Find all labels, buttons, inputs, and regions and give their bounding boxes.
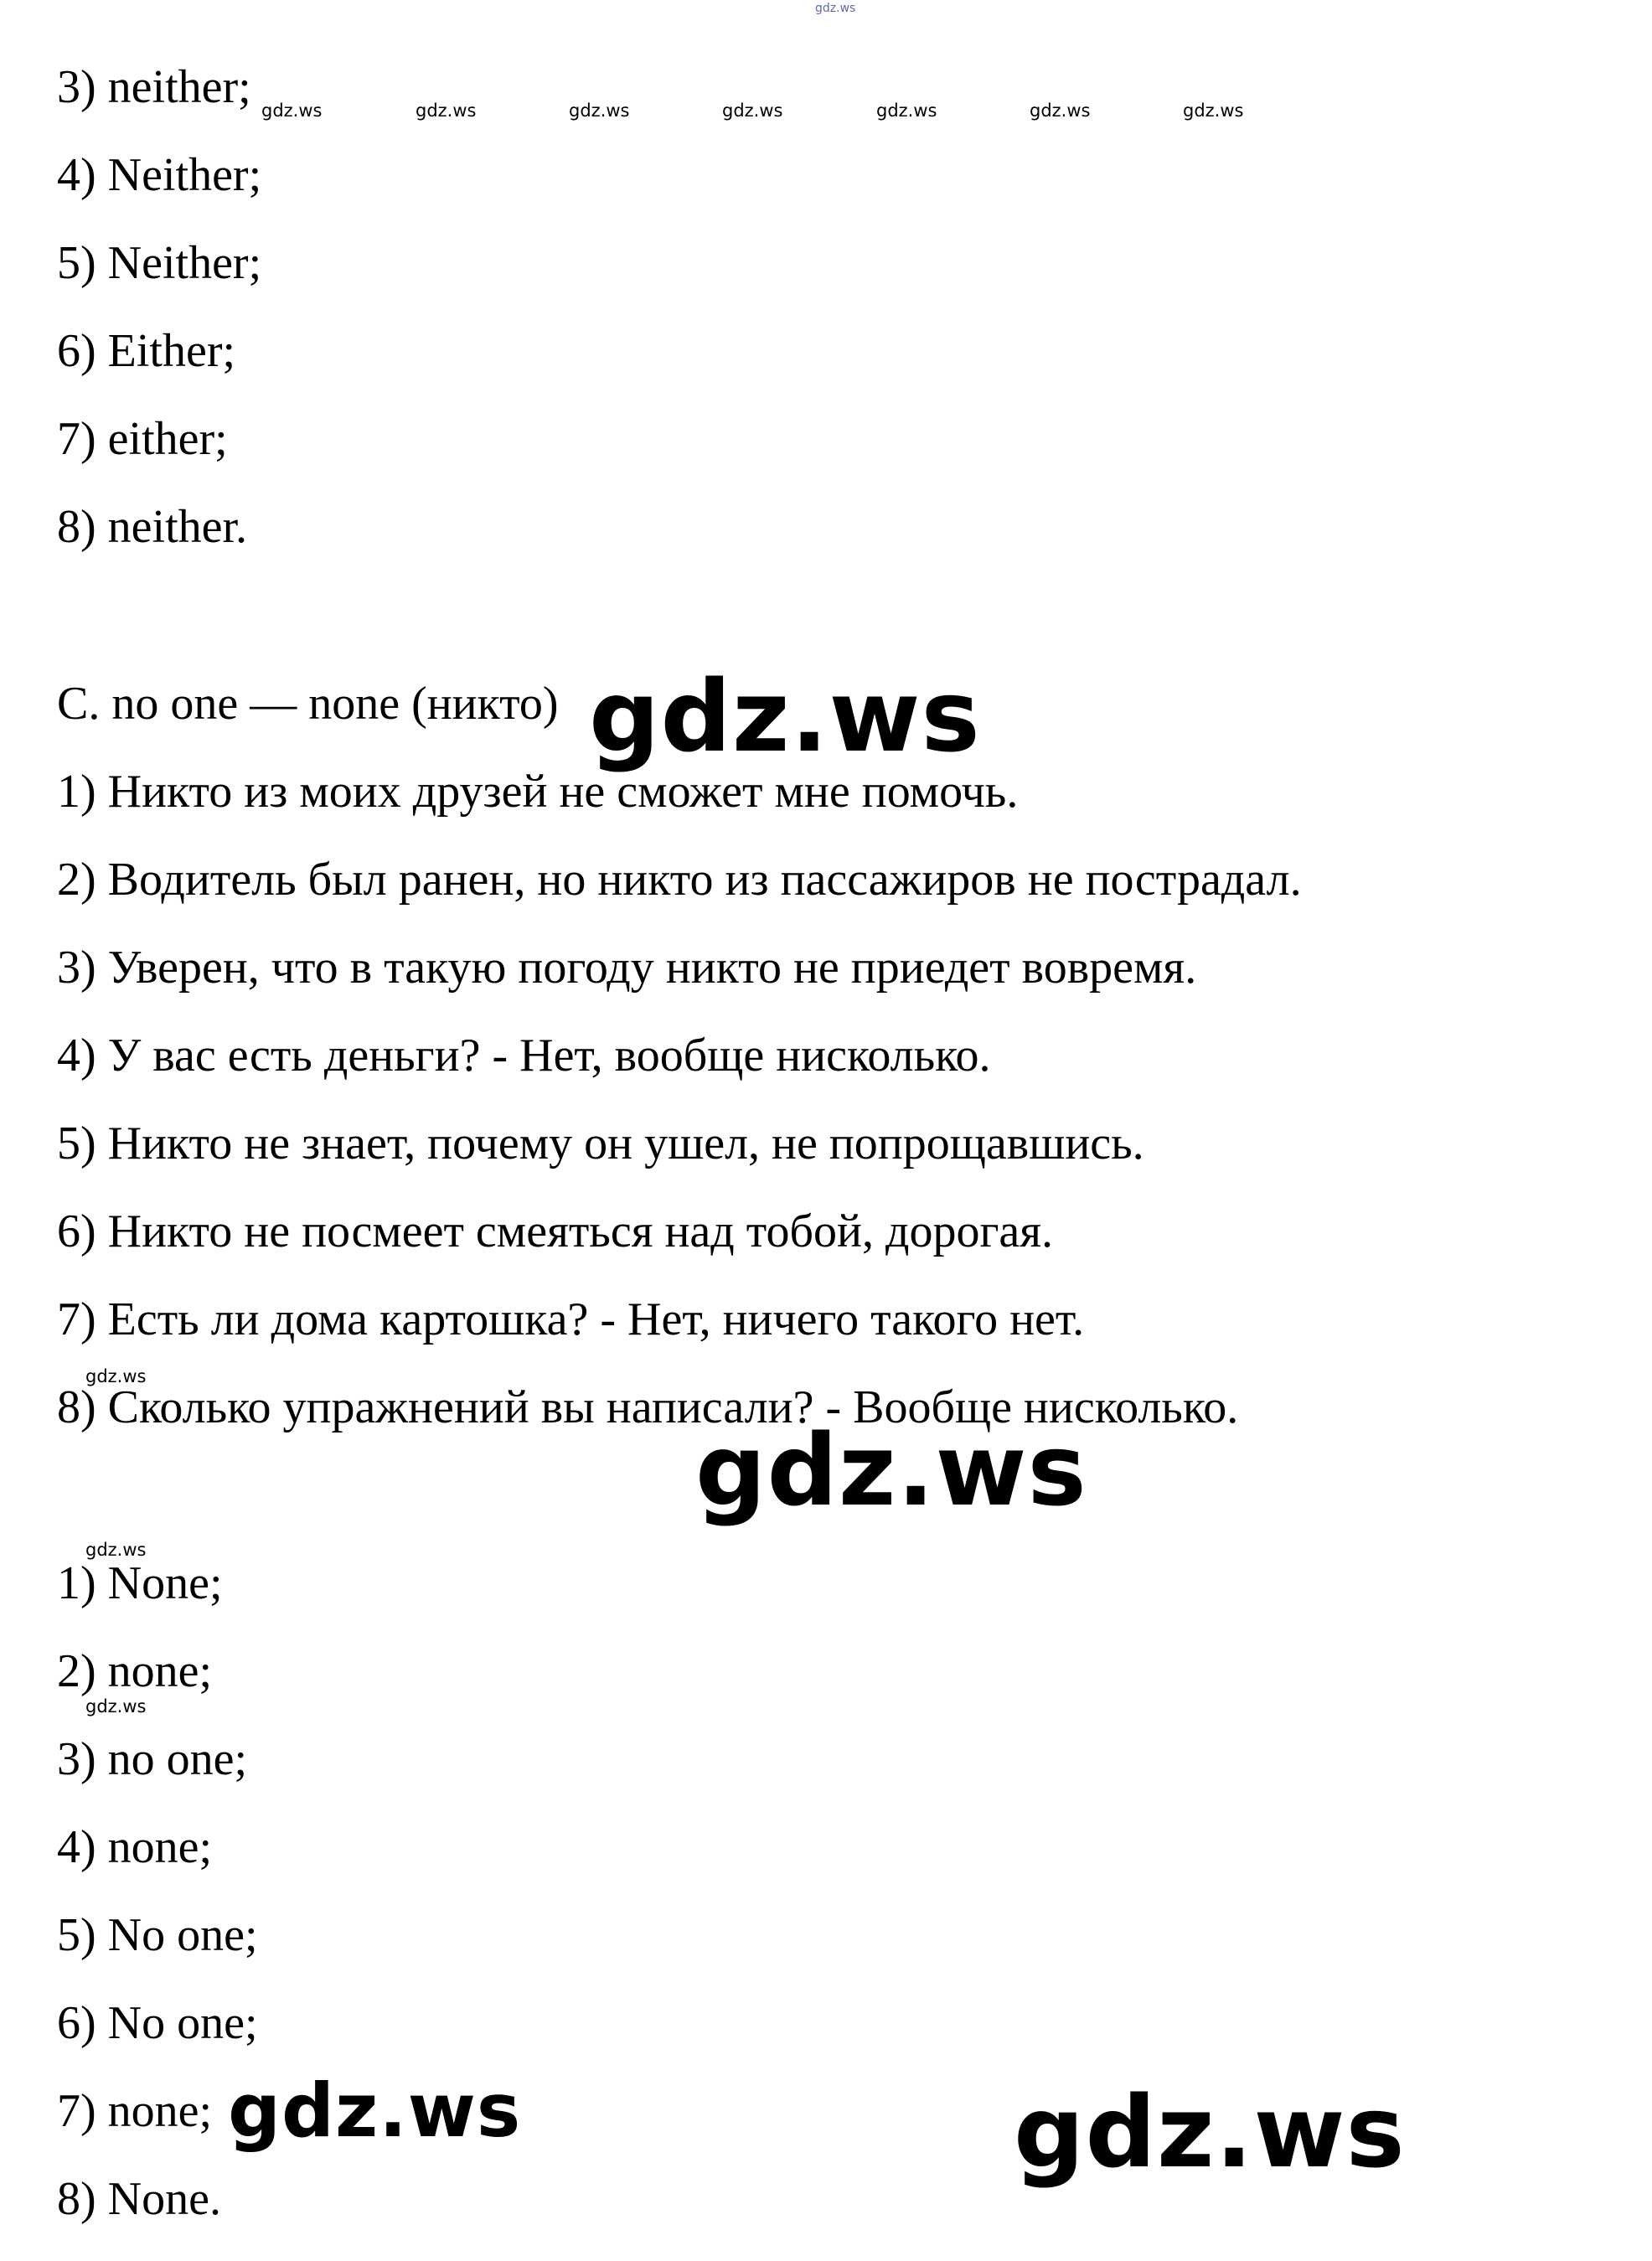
translation-2: 2) Водитель был ранен, но никто из пассажиров не пострадал. — [57, 854, 1302, 906]
watermark-row-4: gdz.ws — [722, 101, 783, 121]
answer-b-7: 7) either; — [57, 413, 228, 465]
watermark-inline-1: gdz.ws — [85, 1366, 147, 1386]
translation-6: 6) Никто не посмеет смеяться над тобой, дорогая. — [57, 1205, 1054, 1257]
answer-b-4: 4) Neither; — [57, 149, 262, 201]
answer-b-8: 8) neither. — [57, 501, 248, 553]
section-c-heading: C. no one — none (никто) — [57, 678, 559, 730]
translation-5: 5) Никто не знает, почему он ушел, не попрощавшись. — [57, 1118, 1144, 1169]
watermark-big-3: gdz.ws — [228, 2067, 522, 2154]
answer-b-5: 5) Neither; — [57, 237, 262, 289]
answer-c-4: 4) none; — [57, 1821, 213, 1873]
watermark-row-5: gdz.ws — [876, 101, 937, 121]
answer-c-8: 8) None. — [57, 2173, 221, 2225]
watermark-row-7: gdz.ws — [1183, 101, 1244, 121]
answer-c-2: 2) none; — [57, 1645, 213, 1697]
watermark-row-6: gdz.ws — [1030, 101, 1091, 121]
answer-c-7: 7) none; — [57, 2085, 213, 2137]
watermark-row-3: gdz.ws — [569, 101, 630, 121]
translation-8: 8) Сколько упражнений вы написали? - Вообще нисколько. — [57, 1381, 1239, 1433]
translation-1: 1) Никто из моих друзей не сможет мне помочь. — [57, 766, 1019, 818]
watermark-inline-3: gdz.ws — [85, 1696, 147, 1716]
watermark-row-2: gdz.ws — [416, 101, 477, 121]
watermark-inline-2: gdz.ws — [85, 1540, 147, 1560]
answer-b-3: 3) neither; — [57, 61, 251, 113]
translation-7: 7) Есть ли дома картошка? - Нет, ничего такого нет. — [57, 1293, 1085, 1345]
answer-c-1: 1) None; — [57, 1557, 223, 1609]
watermark-row-1: gdz.ws — [261, 101, 323, 121]
watermark-big-2: gdz.ws — [695, 1412, 1087, 1528]
answer-c-3: 3) no one; — [57, 1733, 248, 1785]
answer-b-6: 6) Either; — [57, 325, 236, 377]
answer-c-6: 6) No one; — [57, 1997, 258, 2049]
translation-3: 3) Уверен, что в такую погоду никто не приедет вовремя. — [57, 942, 1197, 994]
watermark-big-4: gdz.ws — [1014, 2074, 1406, 2190]
watermark-top: gdz.ws — [815, 2, 856, 15]
watermark-big-1: gdz.ws — [589, 658, 981, 774]
answer-c-5: 5) No one; — [57, 1909, 258, 1961]
translation-4: 4) У вас есть деньги? - Нет, вообще нисколько. — [57, 1030, 991, 1081]
